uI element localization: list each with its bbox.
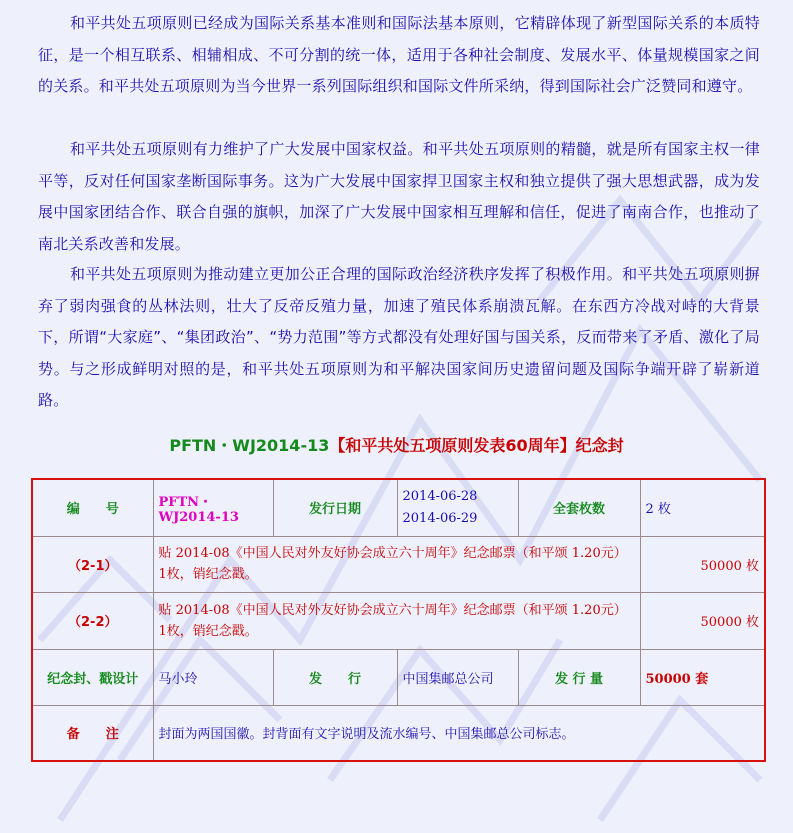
table-row [32, 592, 765, 649]
paragraph-1: 和平共处五项原则已经成为国际关系基本准则和国际法基本原则，它精辟体现了新型国际关系的本质特征，是一个相互联系、相辅相成、不可分割的统一体，适用于各种社会制度、发展水平、体量规模国家之间的关系。和平共处五项原则为当今世界一系列国际组织和国际文件所采纳，得到国际社会广泛赞同和遵守。 [38, 14, 760, 95]
designer-label: 纪念封、戳设计 [32, 649, 153, 705]
cover-2-2-quantity: 50000 枚 [640, 592, 765, 649]
table-row [32, 479, 765, 536]
remark-value: 封面为两国国徽。封背面有文字说明及流水编号、中国集邮总公司标志。 [153, 705, 765, 761]
paragraph-2: 和平共处五项原则有力维护了广大发展中国家权益。和平共处五项原则的精髓，就是所有国家主权一律平等，反对任何国家垄断国际事务。这为广大发展中国家捍卫国家主权和独立提供了强大思想武器，成为发展中国家团结合作、联合自强的旗帜，加深了广大发展中国家相互理解和信任，促进了南南合作，也推动了南北关系改善和发展。 [38, 140, 760, 253]
set-count-value: 2 枚 [640, 479, 765, 536]
volume-label: 发 行 量 [518, 649, 640, 705]
cover-2-1-quantity: 50000 枚 [640, 536, 765, 592]
table-row [32, 649, 765, 705]
paragraph-3: 和平共处五项原则为推动建立更加公正合理的国际政治经济秩序发挥了积极作用。和平共处五项原则摒弃了弱肉强食的丛林法则，壮大了反帝反殖力量，加速了殖民体系崩溃瓦解。在东西方冷战对峙的大背景下，所谓“大家庭”、“集团政治”、“势力范围”等方式都没有处理好国与国关系，反而带来了矛盾、激化了局势。与之形成鲜明对照的是，和平共处五项原则为和平解决国家间历史遗留问题及国际争端开辟了崭新道路。 [38, 265, 760, 409]
cover-info-table [31, 478, 766, 762]
cover-2-2-desc-line2: 1枚，销纪念戳。 [158, 623, 258, 639]
volume-value: 50000 套 [640, 649, 765, 705]
cover-2-1-description [153, 536, 640, 592]
issue-date-label: 发行日期 [273, 479, 397, 536]
heading-name: 【和平共处五项原则发表60周年】纪念封 [329, 436, 624, 455]
issue-dates [397, 479, 518, 536]
issue-date-2: 2014-06-29 [402, 510, 478, 526]
cover-2-1-desc-line2: 1枚，销纪念戳。 [158, 567, 258, 582]
remark-label: 备 注 [32, 705, 153, 761]
cover-2-2-description [153, 592, 640, 649]
issuer-label: 发 行 [273, 649, 397, 705]
issue-date-1: 2014-06-28 [402, 488, 478, 504]
number-value: PFTN・WJ2014-13 [153, 479, 273, 536]
designer-value: 马小玲 [153, 649, 273, 705]
number-label: 编 号 [32, 479, 153, 536]
heading-code: PFTN・WJ2014-13 [169, 436, 330, 455]
cover-heading [0, 433, 793, 456]
table-row [32, 705, 765, 761]
set-count-label: 全套枚数 [518, 479, 640, 536]
cover-2-1-label: （2-1） [32, 536, 153, 592]
cover-2-1-desc-line1: 贴 2014-08《中国人民对外友好协会成立六十周年》纪念邮票（和平颂 1.20元） [158, 546, 627, 561]
issuer-value: 中国集邮总公司 [397, 649, 518, 705]
cover-2-2-desc-line1: 贴 2014-08《中国人民对外友好协会成立六十周年》纪念邮票（和平颂 1.20元） [158, 602, 627, 618]
cover-2-2-label: （2-2） [32, 592, 153, 649]
table-row [32, 536, 765, 592]
